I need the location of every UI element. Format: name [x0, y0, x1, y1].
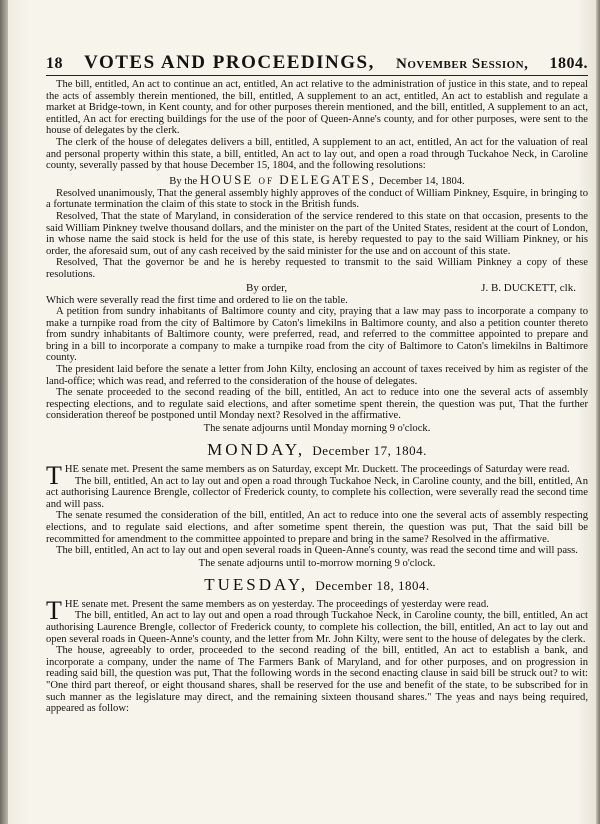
session-year: 1804. [549, 55, 588, 72]
house-line-prefix: By the [169, 175, 198, 187]
drop-cap: T [46, 461, 62, 491]
session-label: November Session, [395, 56, 529, 72]
paragraph: A petition from sundry inhabitants of Baltimore county and city, praying that a law may pass to incorporate a company to make a turnpike road from the city of Baltimore by Caton's limekilns in Baltimore county, and also a petition counter thereto from sundry inhabitants of Baltimore county, were preferred, read, and referred to the committee appointed to prepare and bring in a bill to incorporate a company to make a turnpike road from the city of Baltimore to Caton's limekilns in Baltimore county. [46, 306, 588, 364]
drop-cap: T [46, 595, 62, 625]
monday-heading [46, 441, 588, 460]
paragraph-opening [46, 595, 588, 625]
adjournment-line: The senate adjourns until to-morrow morning 9 o'clock. [198, 557, 436, 569]
day-date: December 18, 1804. [315, 577, 430, 593]
clerk-signature: J. B. DUCKETT, clk. [481, 281, 576, 294]
paragraph: The clerk of the house of delegates delivers a bill, entitled, A supplement to an act, entitled, An act for the valuation of real and personal property within this state, a bill, entitled, An act to lay out, and open a road through Tuckahoe Neck, in Caroline county, severally passed by that house December 15, 1804, and the following resolutions: [46, 136, 588, 172]
paragraph: The senate resumed the consideration of the bill, entitled, An act to reduce into one the several acts of assembly respecting elections, and to regulate said elections, and after sometime spent therein, the question was put, That the said bill be recommitted for amendment to the committee appointed to prepare and bring in the same? Resolved in the affirmative. [46, 510, 588, 545]
paragraph: The bill, entitled, An act to lay out and open a road through Tuckahoe Neck, in Caroline county, the bill, entitled, An act authorising Laurence Brengle, collector of Frederick county, to complete his collection, the bill, entitled, An act to lay out and open several roads in Queen-Anne's county, and the letter from Mr. John Kilty, were sent to the house of delegates by the clerk. [46, 610, 588, 645]
paragraph: The bill, entitled, An act to continue an act, entitled, An act relative to the administration of justice in this state, and to repeal the acts of assembly therein mentioned, the bill, entitled, A supplement to an act, entitled, An act to establish and regulate a market at Bridge-town, in Kent county, and for other purposes therein mentioned, and the bill, entitled, A supplement to an act, entitled, An act for erecting buildings for the use of the poor of Queen-Anne's county, and for other purposes, were sent to the house of delegates by the clerk. [46, 79, 588, 137]
day-date: December 17, 1804. [312, 443, 427, 459]
opening-text: senate met. Present the same members as on yesterday. The proceedings of yesterday were read. [81, 598, 489, 610]
paragraph-opening [46, 461, 588, 491]
house-line-date: December 14, 1804. [378, 175, 465, 187]
day-name: TUESDAY, [204, 574, 309, 594]
paragraph: The president laid before the senate a letter from John Kilty, enclosing an account of taxes received by him as register of the land-office; which was read, and referred to the consideration of the house of delegates. [46, 364, 588, 387]
tuesday-heading [46, 576, 588, 595]
page-number: 18 [46, 55, 63, 72]
journal-title: VOTES AND PROCEEDINGS, [84, 52, 375, 73]
resolution: Resolved unanimously, That the general assembly highly approves of the conduct of William Pinkney, Esquire, in bringing to a fortunate termination the claim of this state to stock in the British funds. [46, 187, 588, 211]
adjournment-line: The senate adjourns until Monday morning 9 o'clock. [203, 423, 431, 435]
signature-line [46, 282, 588, 294]
lead-word: HE [64, 464, 80, 476]
paragraph: Which were severally read the first time and ordered to lie on the table. [46, 294, 348, 306]
page-edge-right [596, 0, 600, 824]
resolution: Resolved, That the state of Maryland, in consideration of the service rendered to this state on that occasion, presents to the said William Pinkney twelve thousand dollars, and the minister on the part of the United States, resident at the court of London, in whose name the said stock is held for the use of this state, is hereby requested to pay to the said William Pinkney, or his order, the aforesaid sum, out of any cash received by the said minister for the use and on account of this state. [46, 210, 588, 257]
by-order: By order, [246, 281, 288, 294]
opening-text: senate met. Present the same members as on Saturday, except Mr. Duckett. The proceedings of Saturday were read. [81, 464, 570, 476]
paragraph: The bill, entitled, An act to lay out and open a road through Tuckahoe Neck, in Caroline county, and the bill, entitled, An act authorising Laurence Brengle, collector of Frederick county, to complete his collection, were severally read the second time and will pass. [46, 475, 588, 510]
day-name: MONDAY, [207, 440, 306, 460]
lead-word: HE [64, 598, 80, 610]
running-header [46, 52, 588, 76]
paragraph: The bill, entitled, An act to lay out and open several roads in Queen-Anne's county, was read the second time and will pass. [56, 545, 578, 557]
resolution: Resolved, That the governor be and he is hereby requested to transmit to the said William Pinkney a copy of these resolutions. [46, 257, 588, 280]
house-line-name: HOUSE of DELEGATES, [199, 171, 377, 187]
page-edge-left [0, 0, 8, 824]
paragraph: The senate proceeded to the second reading of the bill, entitled, An act to reduce into one the several acts of assembly respecting elections, and to regulate said elections, and after sometime spent therein, the question was put, That the further consideration thereof be postponed until Monday next? Resolved in the affirmative. [46, 387, 588, 422]
house-of-delegates-line [46, 171, 588, 188]
paragraph: The house, agreeably to order, proceeded to the second reading of the bill, entitled, An act to establish a bank, and incorporate a company, under the name of The Farmers Bank of Maryland, and for other purposes, and on progression in reading said bill, the question was put, That the following words in the second enacting clause in said bill be struck out? to wit: "One third part thereof, or eight thousand shares, shall be reserved for the use and benefit of the state, to be subscribed for in such manner as the legislature may direct, and the remaining sixteen thousand shares." The yeas and nays being required, appeared as follow: [46, 645, 588, 715]
